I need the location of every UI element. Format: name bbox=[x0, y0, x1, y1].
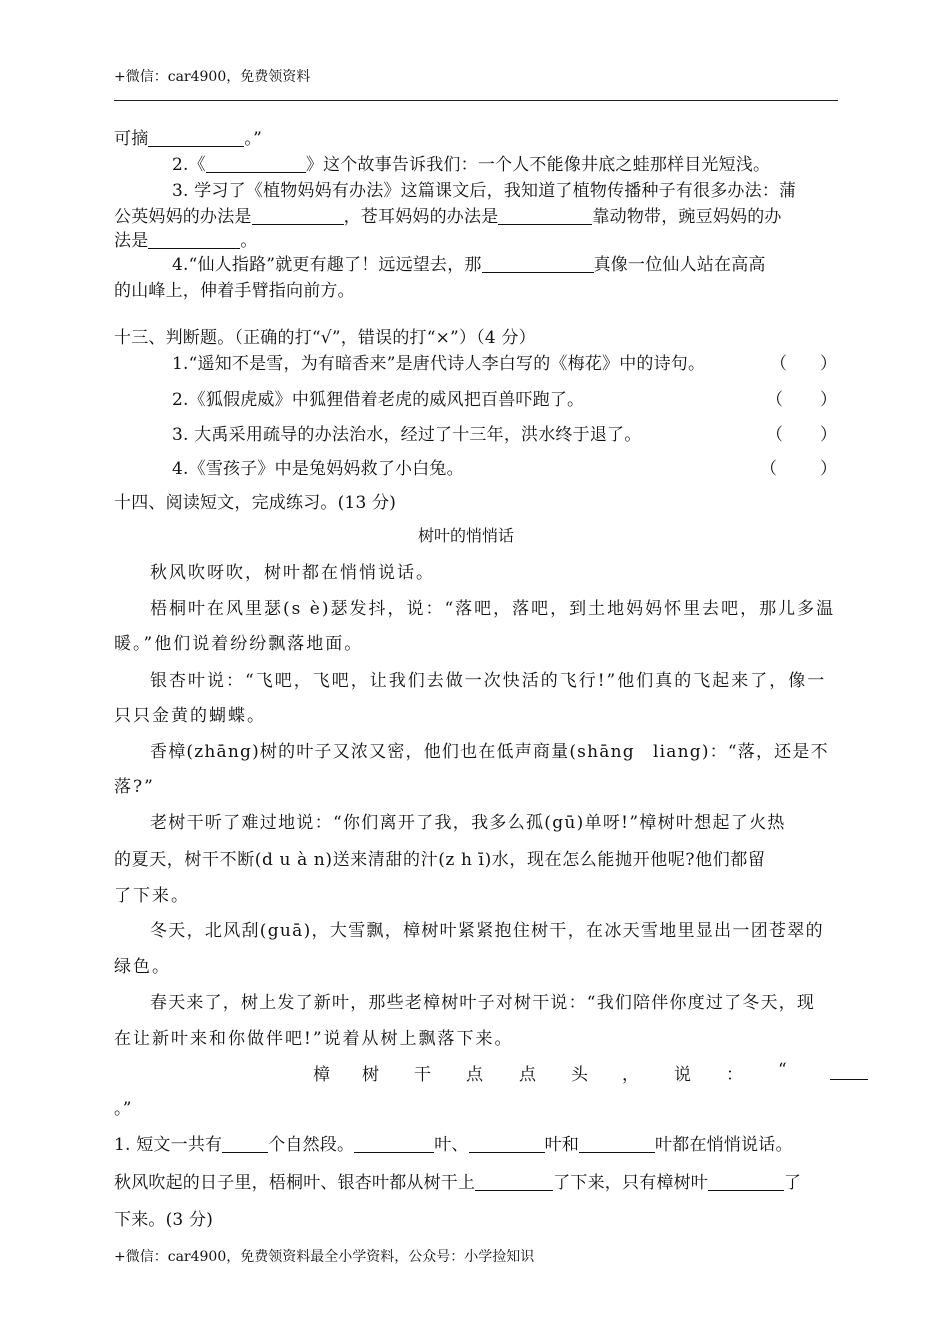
story-paragraph: 香樟(zhāng)树的叶子又浓又密，他们也在低声商量(shāng liang)：“落，还是不 bbox=[150, 742, 829, 762]
blank[interactable] bbox=[708, 1173, 784, 1191]
story-last-char: 樟 bbox=[313, 1065, 331, 1085]
blank[interactable] bbox=[579, 1135, 655, 1153]
fill-question-3-line-3: 法是 。 bbox=[114, 231, 258, 251]
story-last-char: 干 bbox=[414, 1065, 432, 1085]
story-paragraph: 了下来。 bbox=[114, 886, 190, 906]
blank[interactable] bbox=[148, 231, 240, 249]
header-text: +微信：car4900，免费领资料 bbox=[114, 69, 311, 85]
story-last-char: “ bbox=[778, 1060, 787, 1080]
question-1-line-2: 秋风吹起的日子里，梧桐叶、银杏叶都从树干上 了下来，只有樟树叶 了 bbox=[114, 1173, 802, 1193]
story-paragraph: 绿色。 bbox=[114, 957, 171, 977]
judge-answer-box-close: ） bbox=[820, 459, 837, 479]
story-title: 树叶的悄悄话 bbox=[418, 526, 515, 545]
story-last-char: ： bbox=[726, 1065, 744, 1085]
story-paragraph: 的夏天，树干不断(d u à n)送来清甜的汁(z h ī)水，现在怎么能抛开他呢?他们都留 bbox=[114, 850, 766, 870]
fill-question-4-line-1: 4.“仙人指路”就更有趣了！远远望去，那 真像一位仙人站在高高 bbox=[172, 255, 766, 275]
story-paragraph: 暖。”他们说着纷纷飘落地面。 bbox=[114, 634, 364, 654]
fill-question-3-line-2: 公英妈妈的办法是 ，苍耳妈妈的办法是 靠动物带，豌豆妈妈的办 bbox=[114, 207, 782, 227]
story-paragraph: 银杏叶说：“飞吧，飞吧，让我们去做一次快活的飞行!”他们真的飞起来了，像一 bbox=[150, 671, 827, 691]
blank[interactable] bbox=[206, 155, 306, 173]
story-paragraph: 秋风吹呀吹，树叶都在悄悄说话。 bbox=[150, 563, 435, 583]
blank[interactable] bbox=[354, 1135, 434, 1153]
judge-item: 4.《雪孩子》中是兔妈妈救了小白兔。 bbox=[172, 459, 464, 479]
fill-question-4-line-2: 的山峰上，伸着手臂指向前方。 bbox=[114, 281, 355, 301]
blank[interactable] bbox=[469, 1135, 545, 1153]
judge-answer-box-close: ） bbox=[820, 354, 837, 374]
reading-section-title: 十四、阅读短文，完成练习。(13 分) bbox=[114, 493, 397, 513]
judge-answer-box[interactable]: （ bbox=[770, 354, 787, 374]
judge-section-title: 十三、判断题。（正确的打“√”，错误的打“×”）（4 分） bbox=[114, 328, 536, 348]
blank[interactable] bbox=[498, 207, 592, 225]
blank[interactable] bbox=[830, 1063, 868, 1080]
story-last-char: 点 bbox=[466, 1065, 484, 1085]
judge-item: 3. 大禹采用疏导的办法治水，经过了十三年，洪水终于退了。 bbox=[172, 425, 642, 445]
header-divider bbox=[114, 100, 838, 101]
story-last-char: 树 bbox=[362, 1065, 380, 1085]
judge-answer-box[interactable]: （ bbox=[766, 390, 783, 410]
blank[interactable] bbox=[252, 207, 344, 225]
blank[interactable] bbox=[222, 1135, 268, 1153]
judge-item: 1.“遥知不是雪，为有暗香来”是唐代诗人李白写的《梅花》中的诗句。 bbox=[172, 354, 706, 374]
judge-answer-box-close: ） bbox=[820, 390, 837, 410]
judge-answer-box-close: ） bbox=[820, 425, 837, 445]
story-paragraph: 梧桐叶在风里瑟(s è)瑟发抖，说：“落吧，落吧，到土地妈妈怀里去吧，那儿多温 bbox=[150, 599, 836, 619]
story-paragraph: 冬天，北风刮(guā)，大雪飘，樟树叶紧紧抱住树干，在冰天雪地里显出一团苍翠的 bbox=[150, 921, 824, 941]
story-paragraph: 落?” bbox=[114, 777, 155, 797]
question-1-line-1: 1. 短文一共有 个自然段。 叶、 叶和 叶都在悄悄说话。 bbox=[114, 1135, 793, 1155]
fill-question-2: 2.《 》这个故事告诉我们：一个人不能像井底之蛙那样目光短浅。 bbox=[172, 155, 771, 175]
story-last-char: 头 bbox=[571, 1065, 589, 1085]
story-paragraph: 只只金黄的蝴蝶。 bbox=[114, 706, 266, 726]
blank[interactable] bbox=[475, 1173, 553, 1191]
blank[interactable] bbox=[482, 255, 594, 273]
story-last-char: 点 bbox=[519, 1065, 537, 1085]
story-paragraph: 老树干听了难过地说：“你们离开了我，我多么孤(gū)单呀!”樟树叶想起了火热 bbox=[150, 813, 786, 833]
judge-answer-box[interactable]: （ bbox=[760, 459, 777, 479]
story-last-char: ， bbox=[622, 1065, 640, 1085]
fill-line-1: 可摘 。” bbox=[114, 129, 262, 149]
fill-question-3-line-1: 3. 学习了《植物妈妈有办法》这篇课文后，我知道了植物传播种子有很多办法：蒲 bbox=[172, 181, 797, 201]
judge-answer-box[interactable]: （ bbox=[766, 425, 783, 445]
story-last-end: 。” bbox=[114, 1099, 132, 1119]
question-1-line-3: 下来。(3 分) bbox=[114, 1210, 214, 1230]
footer-text: +微信：car4900，免费领资料最全小学资料，公众号：小学捡知识 bbox=[114, 1249, 535, 1265]
story-last-char: 说 bbox=[674, 1065, 692, 1085]
story-paragraph: 春天来了，树上发了新叶，那些老樟树叶子对树干说：“我们陪伴你度过了冬天，现 bbox=[150, 993, 816, 1013]
judge-item: 2.《狐假虎威》中狐狸借着老虎的威风把百兽吓跑了。 bbox=[172, 390, 585, 410]
blank[interactable] bbox=[148, 129, 244, 147]
story-paragraph: 在让新叶来和你做伴吧!”说着从树上飘落下来。 bbox=[114, 1029, 514, 1049]
